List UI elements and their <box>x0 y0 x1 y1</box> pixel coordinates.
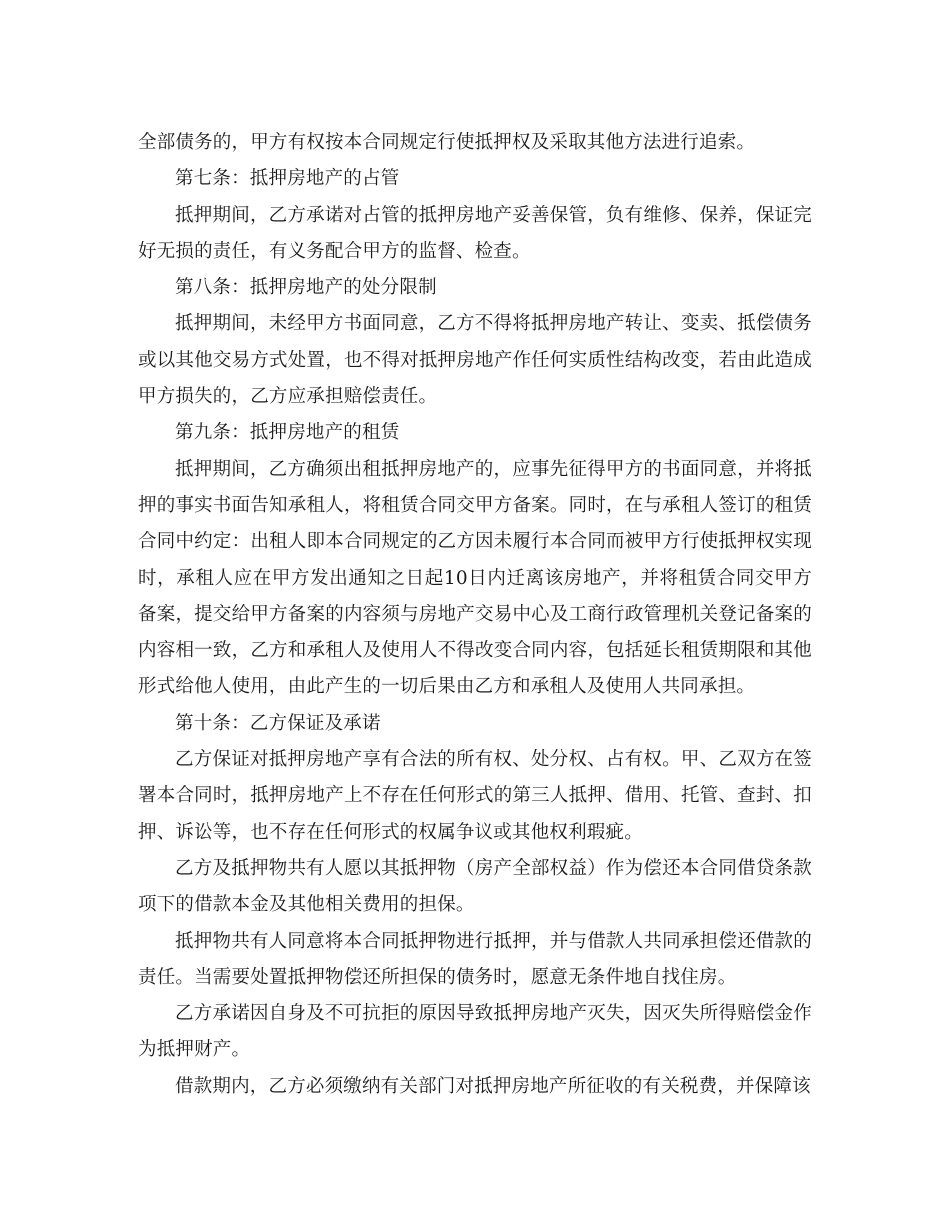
article-10-body-1: 乙方保证对抵押房地产享有合法的所有权、处分权、占有权。甲、乙双方在签署本合同时，抵押房地产上不存在任何形式的第三人抵押、借用、托管、查封、扣押、诉讼等，也不存在任何形式的权属争议或其他权利瑕疵。 <box>138 749 812 843</box>
article-10-body-2: 乙方及抵押物共有人愿以其抵押物（房产全部权益）作为偿还本合同借贷条款项下的借款本金及其他相关费用的担保。 <box>138 857 812 916</box>
document-body <box>138 125 812 1105</box>
article-10-heading: 第十条：乙方保证及承诺 <box>175 712 381 734</box>
article-9-body: 抵押期间，乙方确须出租抵押房地产的，应事先征得甲方的书面同意，并将抵押的事实书面告知承租人，将租赁合同交甲方备案。同时，在与承租人签订的租赁合同中约定：出租人即本合同规定的乙方因未履行本合同而被甲方行使抵押权实现时，承租人应在甲方发出通知之日起10日内迁离该房地产，并将租赁合同交甲方备案，提交给甲方备案的内容须与房地产交易中心及工商行政管理机关登记备案的内容相一致，乙方和承租人及使用人不得改变合同内容，包括延长租赁期限和其他形式给他人使用，由此产生的一切后果由乙方和承租人及使用人共同承担。 <box>138 458 812 698</box>
paragraph-continuation: 全部债务的，甲方有权按本合同规定行使抵押权及采取其他方法进行追索。 <box>138 132 756 153</box>
article-7-body: 抵押期间，乙方承诺对占管的抵押房地产妥善保管，负有维修、保养，保证完好无损的责任，有义务配合甲方的监督、检查。 <box>138 204 812 262</box>
article-10-body-5: 借款期内，乙方必须缴纳有关部门对抵押房地产所征收的有关税费，并保障该 <box>175 1075 811 1097</box>
article-8-heading: 第八条：抵押房地产的处分限制 <box>175 277 437 299</box>
article-9-heading: 第九条：抵押房地产的租赁 <box>175 422 400 444</box>
article-10-body-3: 抵押物共有人同意将本合同抵押物进行抵押，并与借款人共同承担偿还借款的责任。当需要处置抵押物偿还所担保的债务时，愿意无条件地自找住房。 <box>138 930 812 988</box>
article-10-body-4: 乙方承诺因自身及不可抗拒的原因导致抵押房地产灭失，因灭失所得赔偿金作为抵押财产。 <box>138 1003 812 1061</box>
article-7-heading: 第七条：抵押房地产的占管 <box>175 168 400 190</box>
article-8-body: 抵押期间，未经甲方书面同意，乙方不得将抵押房地产转让、变卖、抵偿债务或以其他交易方式处置，也不得对抵押房地产作任何实质性结构改变，若由此造成甲方损失的，乙方应承担赔偿责任。 <box>138 313 812 408</box>
